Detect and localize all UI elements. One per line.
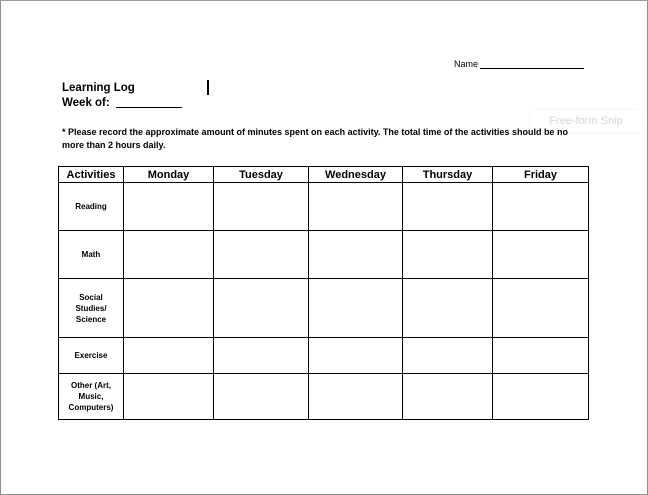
column-header-friday: Friday [493, 167, 589, 183]
entry-cell[interactable] [214, 183, 309, 231]
entry-cell[interactable] [309, 338, 403, 374]
table-row [59, 183, 589, 231]
activity-label-social-studies-science [59, 279, 124, 338]
learning-log-table [58, 166, 589, 420]
entry-cell[interactable] [214, 279, 309, 338]
activity-label-text: Exercise [74, 351, 108, 360]
text-cursor [207, 80, 209, 95]
name-blank-line[interactable] [480, 60, 584, 69]
name-label: Name [454, 59, 479, 69]
entry-cell[interactable] [124, 183, 214, 231]
table-row [59, 279, 589, 338]
entry-cell[interactable] [124, 231, 214, 279]
instructions-text: * Please record the approximate amount of minutes spent on each activity. The total time of the activities should be no more than 2 hours daily. [62, 127, 568, 150]
table-row [59, 374, 589, 420]
column-header-wednesday: Wednesday [309, 167, 403, 183]
entry-cell[interactable] [403, 183, 493, 231]
entry-cell[interactable] [493, 231, 589, 279]
entry-cell[interactable] [493, 374, 589, 420]
activity-label-text: Math [81, 250, 101, 259]
entry-cell[interactable] [403, 231, 493, 279]
table-header-row [59, 167, 589, 183]
table-row [59, 338, 589, 374]
column-header-activities: Activities [59, 167, 124, 183]
week-of-blank-line[interactable] [116, 96, 182, 108]
entry-cell[interactable] [309, 231, 403, 279]
page-title: Learning Log [62, 82, 135, 94]
free-form-snip-watermark: Free-form Snip [531, 110, 641, 132]
entry-cell[interactable] [124, 338, 214, 374]
activity-label-text: Reading [75, 202, 107, 211]
entry-cell[interactable] [309, 374, 403, 420]
name-field [454, 59, 584, 69]
activity-label-exercise [59, 338, 124, 374]
column-header-thursday: Thursday [403, 167, 493, 183]
column-header-monday: Monday [124, 167, 214, 183]
entry-cell[interactable] [124, 374, 214, 420]
activity-label-text: Other (Art, Music, Computers) [68, 381, 114, 412]
activity-label-reading [59, 183, 124, 231]
entry-cell[interactable] [309, 279, 403, 338]
activity-label-other [59, 374, 124, 420]
activity-label-math [59, 231, 124, 279]
entry-cell[interactable] [403, 338, 493, 374]
week-of-label: Week of: [62, 97, 110, 109]
entry-cell[interactable] [493, 279, 589, 338]
week-of-field [62, 96, 182, 111]
column-header-tuesday: Tuesday [214, 167, 309, 183]
entry-cell[interactable] [214, 374, 309, 420]
activity-label-text: Social Studies/ Science [75, 292, 107, 324]
entry-cell[interactable] [493, 338, 589, 374]
entry-cell[interactable] [214, 231, 309, 279]
entry-cell[interactable] [214, 338, 309, 374]
entry-cell[interactable] [493, 183, 589, 231]
table-row [59, 231, 589, 279]
entry-cell[interactable] [403, 279, 493, 338]
entry-cell[interactable] [309, 183, 403, 231]
entry-cell[interactable] [403, 374, 493, 420]
entry-cell[interactable] [124, 279, 214, 338]
